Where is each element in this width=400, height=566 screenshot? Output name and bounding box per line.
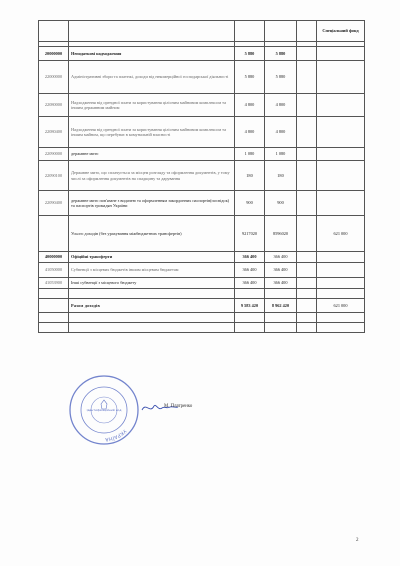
row-description: Державне мито, що сплачується за місцем розгляду та оформлення документів, у тому числі за оформлення документів на спадщину та дарування [69, 161, 235, 191]
row-code: 22090000 [39, 148, 69, 161]
table-row [39, 263, 365, 278]
row-code: 41050000 [39, 263, 69, 278]
table-row [39, 94, 365, 117]
table-row [39, 148, 365, 161]
row-general: 900 [265, 191, 297, 216]
row-special [317, 47, 365, 61]
row-description: Інші субвенції з місцевого бюджету [69, 278, 235, 289]
row-special [317, 191, 365, 216]
row-total: 4 800 [235, 94, 265, 117]
row-code: 40000000 [39, 252, 69, 263]
table-row-subtotal [39, 216, 365, 252]
row-description: Надходження від орендної плати за користування цілісним майновим комплексом та іншим майном, що перебуває в комунальній власності [69, 117, 235, 148]
row-total: 9 583 420 [235, 299, 265, 313]
row-general: 366 400 [265, 278, 297, 289]
row-general: 4 800 [265, 94, 297, 117]
row-special [317, 94, 365, 117]
row-code: 22080400 [39, 117, 69, 148]
table-row [39, 61, 365, 94]
official-stamp [68, 374, 140, 446]
row-general: 8596020 [265, 216, 297, 252]
row-total: 366 400 [235, 263, 265, 278]
row-total: 5 880 [235, 61, 265, 94]
row-special [317, 161, 365, 191]
row-code: 22080000 [39, 94, 69, 117]
row-code: 20000000 [39, 47, 69, 61]
row-code [39, 216, 69, 252]
row-general: 8 962 420 [265, 299, 297, 313]
stamp-ring-text: УКРАЇНА [104, 427, 128, 443]
row-description: Усього доходів (без урахування міжбюджетних трансфертів) [69, 216, 235, 252]
row-total: 1 080 [235, 148, 265, 161]
row-total: 366 400 [235, 252, 265, 263]
row-general: 4 800 [265, 117, 297, 148]
table-row [39, 278, 365, 289]
row-total: 4 800 [235, 117, 265, 148]
row-special: 621 000 [317, 216, 365, 252]
row-general: 366 400 [265, 252, 297, 263]
row-special [317, 61, 365, 94]
row-general: 366 400 [265, 263, 297, 278]
row-description: Субвенції з місцевих бюджетів іншим місцевим бюджетам [69, 263, 235, 278]
row-description: Неподаткові надходження [69, 47, 235, 61]
signer-name: М. Платренко [164, 404, 193, 409]
row-total: 366 400 [235, 278, 265, 289]
row-general: 5 880 [265, 61, 297, 94]
row-special [317, 278, 365, 289]
table-row [39, 191, 365, 216]
table-row [39, 47, 365, 61]
row-total: 5 880 [235, 47, 265, 61]
stamp-center-text: Ідентифікаційний код [86, 408, 122, 412]
row-code [39, 299, 69, 313]
page-number: 2 [356, 538, 359, 543]
row-description: державне мито пов'язане з видачею та оформленням закордонних паспортів(посвідок) та паспортів громадян України [69, 191, 235, 216]
row-description: Офіційні трансферти [69, 252, 235, 263]
table-row [39, 252, 365, 263]
row-special [317, 263, 365, 278]
table-row-grand-total [39, 299, 365, 313]
row-general: 5 880 [265, 47, 297, 61]
table-header-row [39, 21, 365, 42]
row-total: 900 [235, 191, 265, 216]
row-special: 621 000 [317, 299, 365, 313]
revenue-table [38, 20, 365, 333]
row-special [317, 117, 365, 148]
row-general: 180 [265, 161, 297, 191]
table-row [39, 117, 365, 148]
row-code: 22090100 [39, 161, 69, 191]
row-description: Надходження від орендної плати за користування цілісним майновим комплексом та іншим державним майном [69, 94, 235, 117]
row-code: 41053900 [39, 278, 69, 289]
special-fund-header: Спеціальний фонд [317, 21, 365, 42]
row-code: 22000000 [39, 61, 69, 94]
row-description: Разом доходів [69, 299, 235, 313]
row-special [317, 148, 365, 161]
row-total: 180 [235, 161, 265, 191]
row-description: державне мито [69, 148, 235, 161]
table-row [39, 161, 365, 191]
row-special [317, 252, 365, 263]
row-total: 9217020 [235, 216, 265, 252]
row-general: 1 080 [265, 148, 297, 161]
row-code: 22090400 [39, 191, 69, 216]
row-description: Адміністративні збори та платежі, доходи від некомерційної господарської діяльності [69, 61, 235, 94]
